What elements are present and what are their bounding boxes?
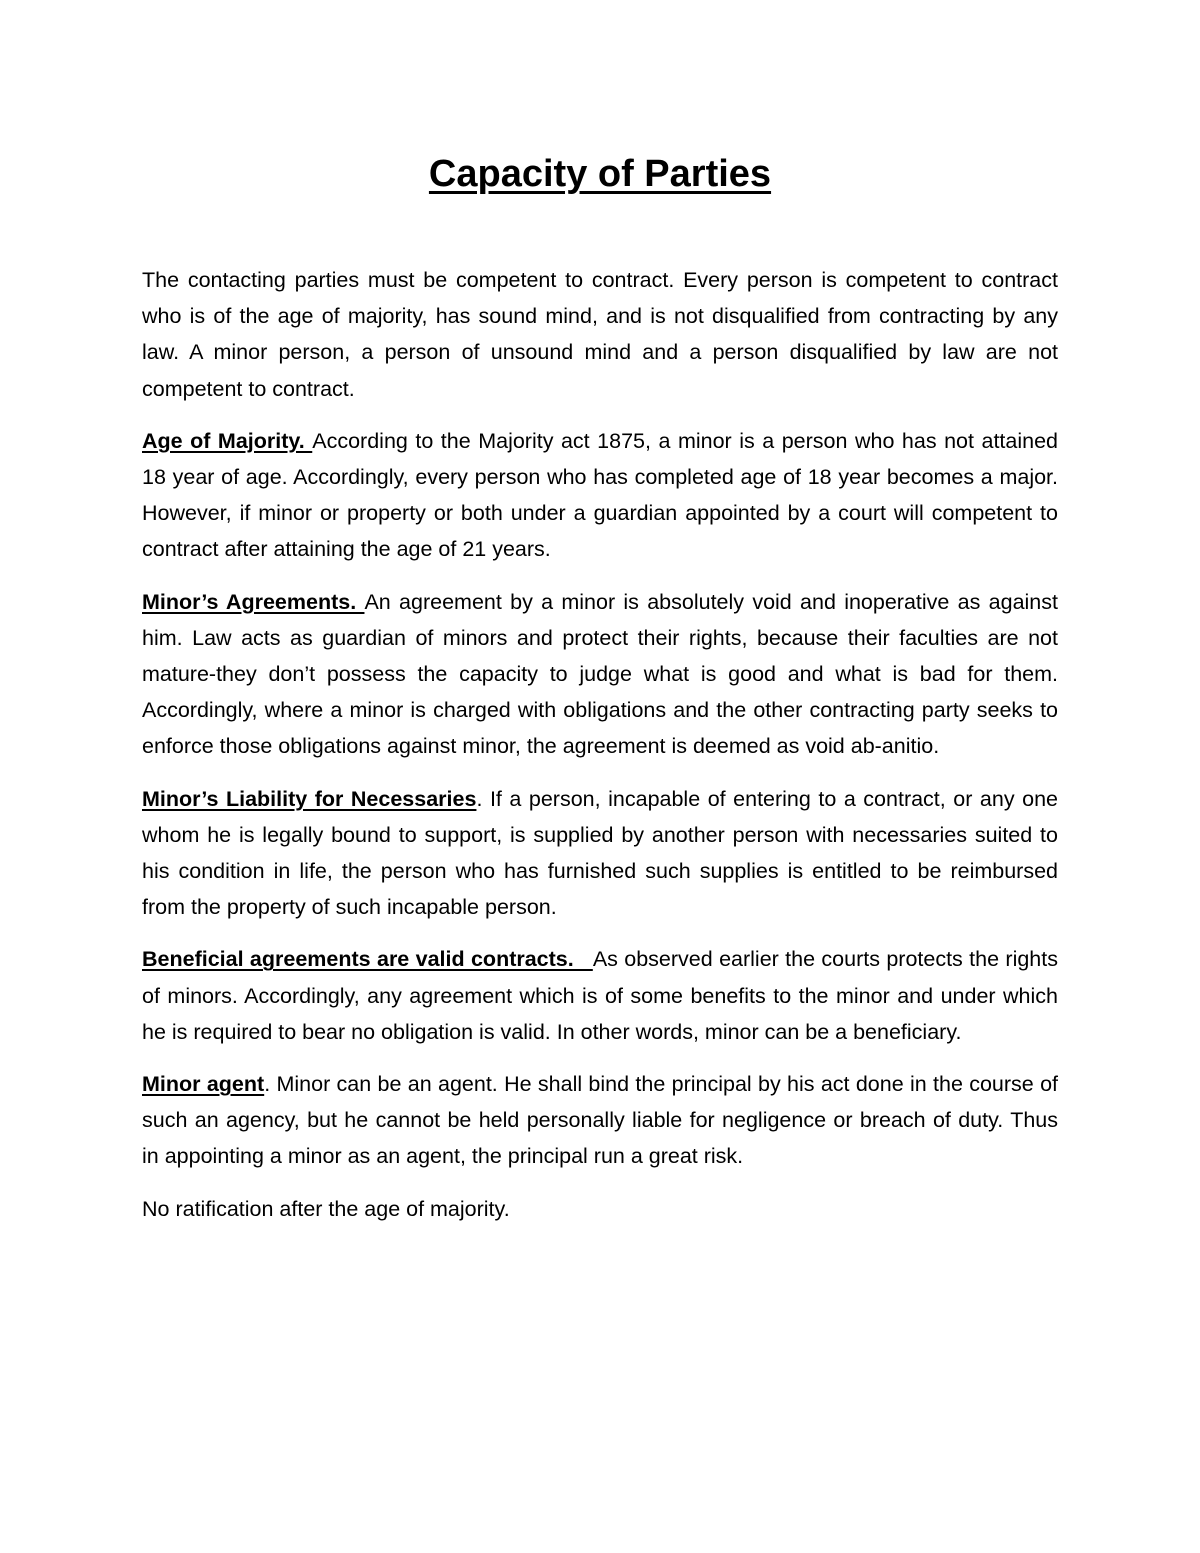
document-title: Capacity of Parties	[428, 153, 772, 195]
paragraph-beneficial-agreements	[142, 941, 1058, 1050]
paragraph-heading: Minor agent	[142, 1072, 265, 1097]
paragraph-text: The contacting parties must be competent to contract. Every person is competent to contract who is of the age of majority, has sound mind, and is not disqualified from contracting by any law. A minor person, a person of unsound mind and a person disqualified by law are not competent to contract.	[142, 268, 1058, 401]
paragraph-no-ratification	[142, 1191, 1058, 1227]
paragraph-heading: Age of Majority.	[142, 428, 313, 453]
paragraph-minors-liability	[142, 781, 1058, 926]
paragraph-text: According to the Majority act 1875, a minor is a person who has not attained 18 year of age. Accordingly, every person who has completed age of 18 year becomes a major. However, if minor or property or both under a guardian appointed by a court will competent to contract after attaining the age of 21 years.	[142, 428, 1058, 562]
paragraph-heading: Minor’s Agreements.	[142, 589, 365, 614]
paragraph-text: If a person, incapable of entering to a contract, or any one whom he is legally bound to support, is supplied by another person with necessaries suited to his condition in life, the person who has furnished such supplies is entitled to be reimbursed from the property of such incapable person.	[142, 786, 1058, 920]
paragraph-intro	[142, 262, 1058, 407]
paragraph-minor-agent	[142, 1066, 1058, 1175]
paragraph-text: Minor can be an agent. He shall bind the principal by his act done in the course of such an agency, but he cannot be held personally liable for negligence or breach of duty. Thus in appointing a minor as an agent, the principal run a great risk.	[142, 1072, 1058, 1169]
paragraph-minors-agreements	[142, 584, 1058, 765]
paragraph-heading: Minor’s Liability for Necessaries	[142, 786, 477, 811]
paragraph-text: An agreement by a minor is absolutely void and inoperative as against him. Law acts as guardian of minors and protect their rights, because their faculties are not mature-they don’t possess the capacity to judge what is good and what is bad for them. Accordingly, where a minor is charged with obligations and the other contracting party seeks to enforce those obligations against minor, the agreement is deemed as void ab-anitio.	[142, 589, 1058, 759]
paragraph-text: As observed earlier the courts protects the rights of minors. Accordingly, any agreement which is of some benefits to the minor and under which he is required to bear no obligation is valid. In other words, minor can be a beneficiary.	[142, 947, 1058, 1044]
paragraph-heading: Beneficial agreements are valid contracts.	[142, 947, 593, 972]
paragraph-heading-tail: .	[264, 1072, 277, 1097]
paragraph-text: No ratification after the age of majority.	[142, 1196, 510, 1221]
paragraph-age-of-majority	[142, 423, 1058, 568]
document-body	[142, 262, 1058, 1243]
paragraph-heading-tail: .	[476, 786, 490, 811]
